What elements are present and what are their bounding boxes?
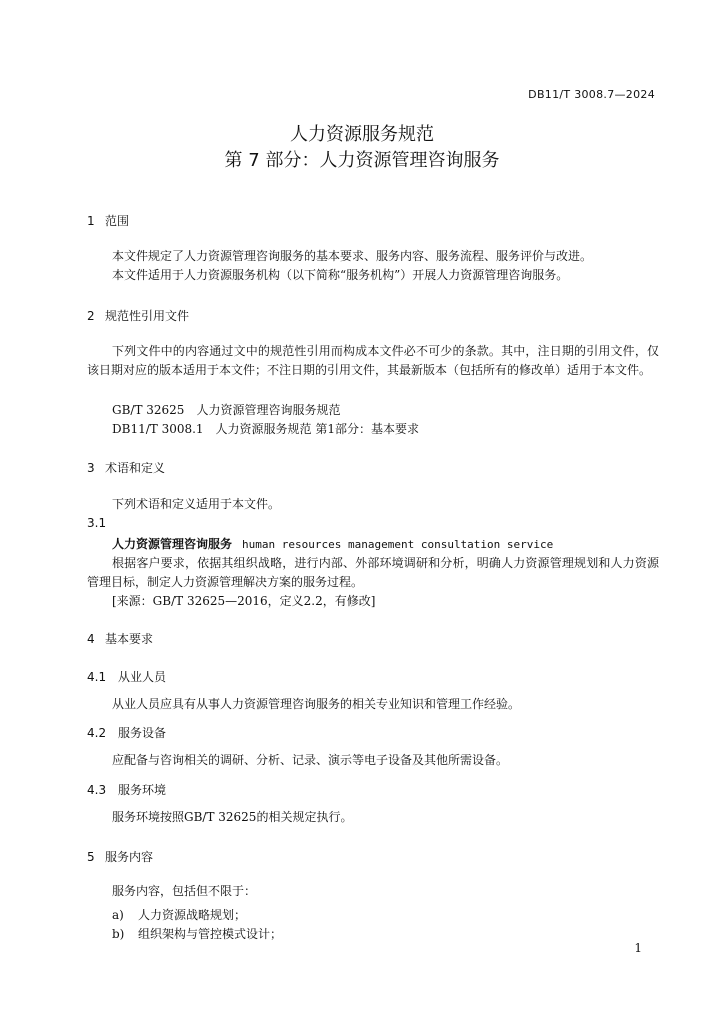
subsection-4-3-heading: [87, 781, 166, 798]
subsection-title: 服务设备: [118, 726, 167, 740]
section-3-heading: [87, 459, 165, 476]
section-number: 3: [87, 461, 95, 475]
section-4-heading: [87, 630, 153, 647]
environment-paragraph: 服务环境按照GB/T 32625的相关规定执行。: [112, 810, 353, 824]
list-item: [112, 925, 282, 942]
term-entry: [112, 535, 553, 552]
subsection-title: 服务环境: [118, 783, 167, 797]
document-title: 人力资源服务规范: [290, 124, 434, 145]
list-marker: a): [112, 908, 124, 922]
list-text: 人力资源战略规划；: [138, 908, 247, 922]
scope-paragraph-2: 本文件适用于人力资源服务机构（以下简称“服务机构”）开展人力资源管理咨询服务。: [112, 268, 569, 282]
page-number: 1: [634, 941, 642, 955]
term-chinese: 人力资源管理咨询服务: [112, 537, 233, 551]
subsection-number: 4.1: [87, 670, 107, 684]
section-1-heading: [87, 212, 129, 229]
list-marker: b): [112, 927, 125, 941]
content-intro: 服务内容，包括但不限于：: [112, 884, 257, 898]
section-number: 2: [87, 309, 95, 323]
section-title: 规范性引用文件: [105, 309, 190, 323]
subsection-title: 从业人员: [118, 670, 167, 684]
standard-number: DB11/T 3008.7—2024: [528, 88, 655, 101]
reference-item: GB/T 32625 人力资源管理咨询服务规范: [112, 403, 341, 417]
term-number: 3.1: [87, 516, 107, 530]
personnel-paragraph: 从业人员应具有从事人力资源管理咨询服务的相关专业知识和管理工作经验。: [112, 697, 521, 711]
section-title: 术语和定义: [105, 461, 166, 475]
section-title: 服务内容: [105, 850, 154, 864]
section-title: 范围: [105, 214, 130, 228]
subsection-number: 4.3: [87, 783, 107, 797]
term-english: human resources management consultation service: [242, 538, 554, 551]
document-subtitle: 第 7 部分：人力资源管理咨询服务: [224, 150, 500, 171]
list-text: 组织架构与管控模式设计；: [138, 927, 283, 941]
term-source: [来源：GB/T 32625—2016，定义2.2，有修改]: [112, 594, 376, 608]
section-5-heading: [87, 848, 153, 865]
reference-item: DB11/T 3008.1 人力资源服务规范 第1部分：基本要求: [112, 422, 420, 436]
section-2-heading: [87, 307, 189, 324]
scope-paragraph-1: 本文件规定了人力资源管理咨询服务的基本要求、服务内容、服务流程、服务评价与改进。: [112, 249, 593, 263]
equipment-paragraph: 应配备与咨询相关的调研、分析、记录、演示等电子设备及其他所需设备。: [112, 753, 509, 767]
section-number: 4: [87, 632, 95, 646]
subsection-number: 4.2: [87, 726, 107, 740]
term-definition: 根据客户要求，依据其组织战略，进行内部、外部环境调研和分析，明确人力资源管理规划和人力资源管理目标，制定人力资源管理解决方案的服务过程。: [87, 556, 659, 589]
list-item: [112, 906, 246, 923]
section-number: 1: [87, 214, 95, 228]
subsection-4-2-heading: [87, 724, 166, 741]
references-paragraph: 下列文件中的内容通过文中的规范性引用而构成本文件必不可少的条款。其中，注日期的引用文件，仅该日期对应的版本适用于本文件；不注日期的引用文件，其最新版本（包括所有的修改单）适用于本文件。: [87, 344, 659, 377]
terms-intro: 下列术语和定义适用于本文件。: [112, 497, 281, 511]
section-number: 5: [87, 850, 95, 864]
section-title: 基本要求: [105, 632, 154, 646]
subsection-4-1-heading: [87, 668, 166, 685]
